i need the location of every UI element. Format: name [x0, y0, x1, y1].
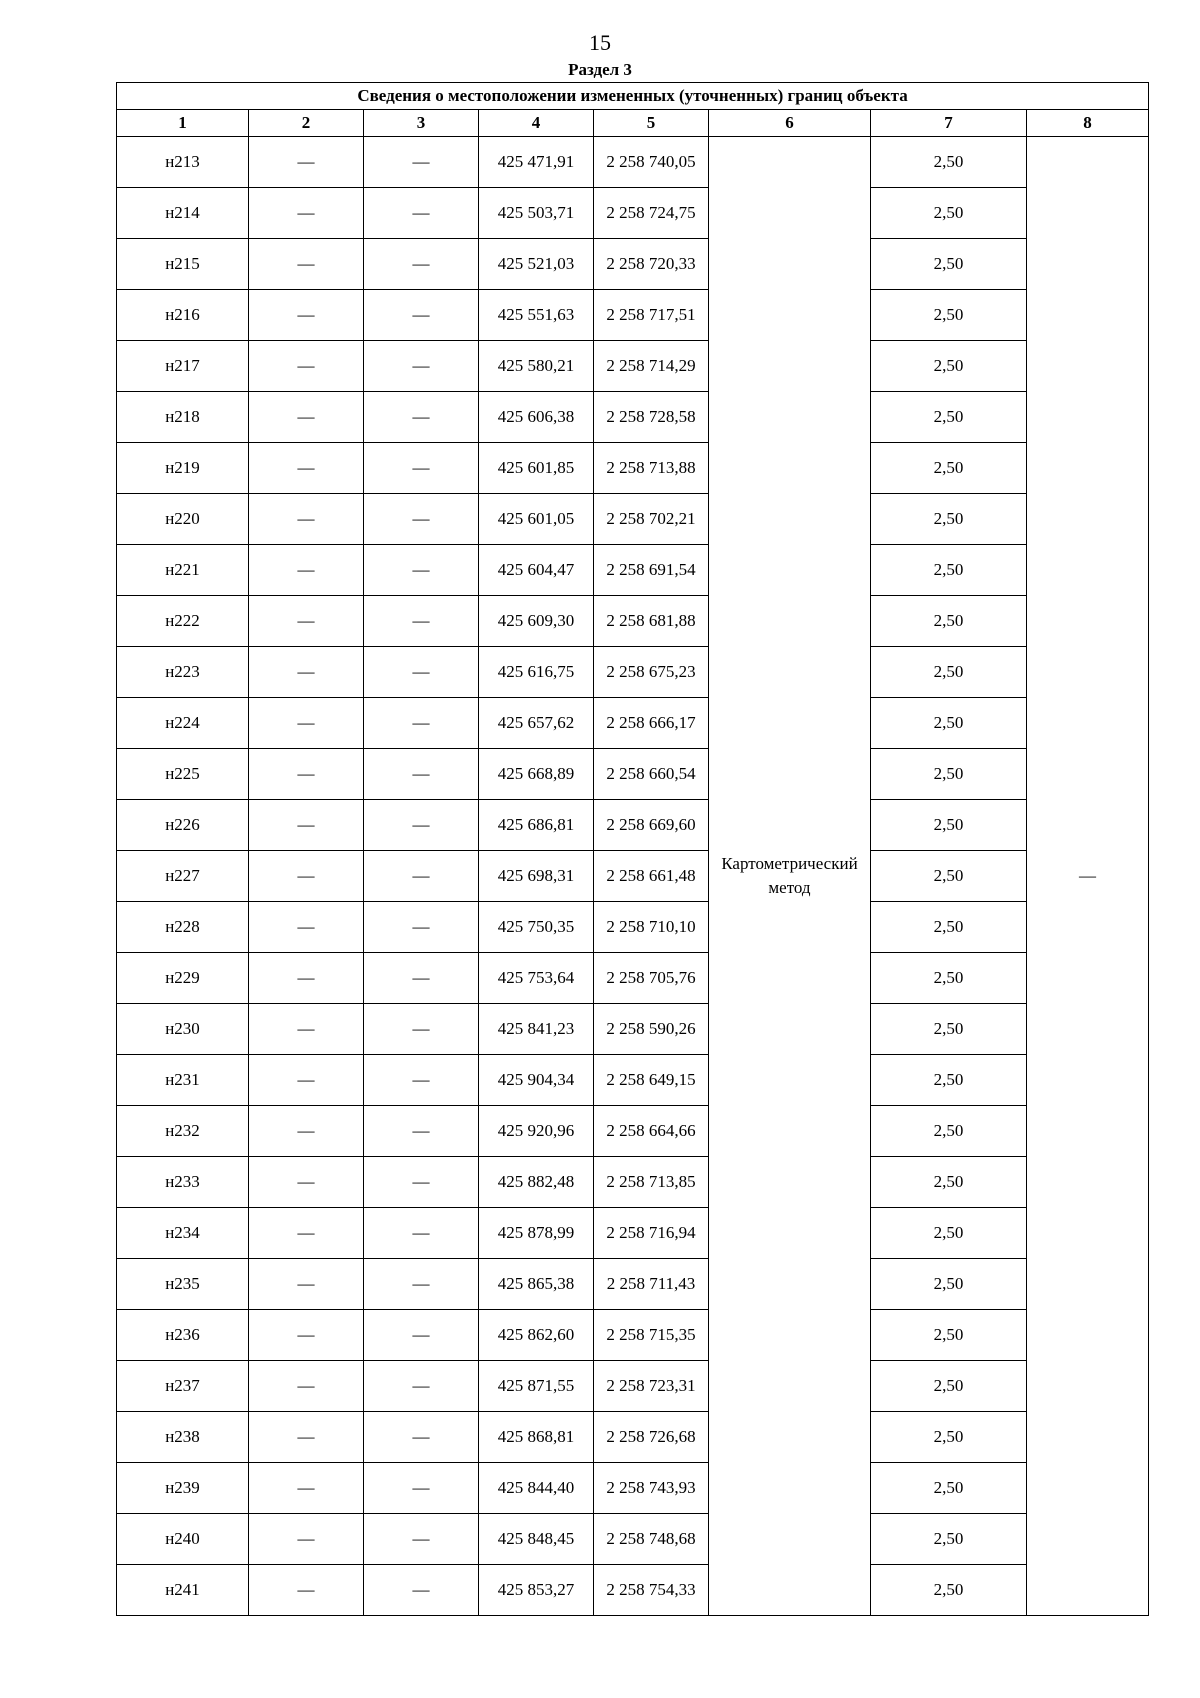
section-title: Раздел 3 — [568, 60, 632, 79]
point-name-cell: н235 — [117, 1259, 249, 1310]
point-name-cell: н217 — [117, 341, 249, 392]
table-row — [117, 1361, 1149, 1412]
column-3-cell: — — [364, 596, 479, 647]
table-row — [117, 749, 1149, 800]
column-number: 6 — [709, 110, 871, 137]
column-2-cell: — — [249, 341, 364, 392]
table-row — [117, 545, 1149, 596]
x-coordinate-cell: 425 551,63 — [479, 290, 594, 341]
point-name-cell: н216 — [117, 290, 249, 341]
x-coordinate-cell: 425 868,81 — [479, 1412, 594, 1463]
column-2-cell: — — [249, 749, 364, 800]
column-2-cell: — — [249, 1208, 364, 1259]
column-3-cell: — — [364, 1055, 479, 1106]
accuracy-cell: 2,50 — [871, 851, 1027, 902]
boundary-table — [116, 82, 1149, 1616]
accuracy-cell: 2,50 — [871, 902, 1027, 953]
column-2-cell: — — [249, 1106, 364, 1157]
x-coordinate-cell: 425 848,45 — [479, 1514, 594, 1565]
x-coordinate-cell: 425 865,38 — [479, 1259, 594, 1310]
column-number: 3 — [364, 110, 479, 137]
y-coordinate-cell: 2 258 590,26 — [594, 1004, 709, 1055]
table-row — [117, 851, 1149, 902]
table-row — [117, 1463, 1149, 1514]
x-coordinate-cell: 425 844,40 — [479, 1463, 594, 1514]
y-coordinate-cell: 2 258 691,54 — [594, 545, 709, 596]
column-3-cell: — — [364, 1463, 479, 1514]
table-title: Сведения о местоположении измененных (уточненных) границ объекта — [117, 83, 1149, 110]
point-name-cell: н213 — [117, 137, 249, 188]
point-name-cell: н214 — [117, 188, 249, 239]
x-coordinate-cell: 425 753,64 — [479, 953, 594, 1004]
column-2-cell: — — [249, 851, 364, 902]
accuracy-cell: 2,50 — [871, 188, 1027, 239]
column-3-cell: — — [364, 290, 479, 341]
table-row — [117, 1106, 1149, 1157]
column-2-cell: — — [249, 392, 364, 443]
point-name-cell: н229 — [117, 953, 249, 1004]
accuracy-cell: 2,50 — [871, 953, 1027, 1004]
point-name-cell: н236 — [117, 1310, 249, 1361]
y-coordinate-cell: 2 258 711,43 — [594, 1259, 709, 1310]
column-3-cell: — — [364, 137, 479, 188]
table-body — [117, 137, 1149, 1616]
y-coordinate-cell: 2 258 713,88 — [594, 443, 709, 494]
column-2-cell: — — [249, 443, 364, 494]
column-2-cell: — — [249, 953, 364, 1004]
column-2-cell: — — [249, 239, 364, 290]
column-number: 8 — [1027, 110, 1149, 137]
column-3-cell: — — [364, 1259, 479, 1310]
accuracy-cell: 2,50 — [871, 239, 1027, 290]
table-row — [117, 1514, 1149, 1565]
column-3-cell: — — [364, 1412, 479, 1463]
y-coordinate-cell: 2 258 743,93 — [594, 1463, 709, 1514]
accuracy-cell: 2,50 — [871, 1463, 1027, 1514]
column-2-cell: — — [249, 1361, 364, 1412]
column-3-cell: — — [364, 494, 479, 545]
table-row — [117, 1259, 1149, 1310]
x-coordinate-cell: 425 841,23 — [479, 1004, 594, 1055]
point-name-cell: н240 — [117, 1514, 249, 1565]
x-coordinate-cell: 425 601,05 — [479, 494, 594, 545]
column-3-cell: — — [364, 239, 479, 290]
x-coordinate-cell: 425 920,96 — [479, 1106, 594, 1157]
point-name-cell: н237 — [117, 1361, 249, 1412]
column-2-cell: — — [249, 1157, 364, 1208]
x-coordinate-cell: 425 750,35 — [479, 902, 594, 953]
accuracy-cell: 2,50 — [871, 800, 1027, 851]
y-coordinate-cell: 2 258 702,21 — [594, 494, 709, 545]
point-name-cell: н232 — [117, 1106, 249, 1157]
table-row — [117, 1565, 1149, 1616]
point-name-cell: н225 — [117, 749, 249, 800]
x-coordinate-cell: 425 686,81 — [479, 800, 594, 851]
y-coordinate-cell: 2 258 705,76 — [594, 953, 709, 1004]
column-3-cell: — — [364, 1310, 479, 1361]
x-coordinate-cell: 425 606,38 — [479, 392, 594, 443]
column-3-cell: — — [364, 1004, 479, 1055]
x-coordinate-cell: 425 604,47 — [479, 545, 594, 596]
y-coordinate-cell: 2 258 726,68 — [594, 1412, 709, 1463]
point-name-cell: н234 — [117, 1208, 249, 1259]
table-row — [117, 188, 1149, 239]
x-coordinate-cell: 425 471,91 — [479, 137, 594, 188]
x-coordinate-cell: 425 609,30 — [479, 596, 594, 647]
x-coordinate-cell: 425 871,55 — [479, 1361, 594, 1412]
column-2-cell: — — [249, 647, 364, 698]
accuracy-cell: 2,50 — [871, 392, 1027, 443]
accuracy-cell: 2,50 — [871, 341, 1027, 392]
column-2-cell: — — [249, 1463, 364, 1514]
table-row — [117, 1310, 1149, 1361]
table-row — [117, 953, 1149, 1004]
point-name-cell: н228 — [117, 902, 249, 953]
point-name-cell: н224 — [117, 698, 249, 749]
column-3-cell: — — [364, 188, 479, 239]
column-2-cell: — — [249, 1259, 364, 1310]
accuracy-cell: 2,50 — [871, 443, 1027, 494]
y-coordinate-cell: 2 258 675,23 — [594, 647, 709, 698]
y-coordinate-cell: 2 258 669,60 — [594, 800, 709, 851]
y-coordinate-cell: 2 258 714,29 — [594, 341, 709, 392]
point-name-cell: н231 — [117, 1055, 249, 1106]
point-name-cell: н221 — [117, 545, 249, 596]
table-row — [117, 239, 1149, 290]
accuracy-cell: 2,50 — [871, 1106, 1027, 1157]
column-3-cell: — — [364, 1361, 479, 1412]
x-coordinate-cell: 425 668,89 — [479, 749, 594, 800]
x-coordinate-cell: 425 616,75 — [479, 647, 594, 698]
point-name-cell: н227 — [117, 851, 249, 902]
x-coordinate-cell: 425 904,34 — [479, 1055, 594, 1106]
point-name-cell: н222 — [117, 596, 249, 647]
column-3-cell: — — [364, 341, 479, 392]
accuracy-cell: 2,50 — [871, 1157, 1027, 1208]
column-3-cell: — — [364, 902, 479, 953]
point-name-cell: н230 — [117, 1004, 249, 1055]
column-2-cell: — — [249, 137, 364, 188]
column-number-row — [117, 110, 1149, 137]
accuracy-cell: 2,50 — [871, 1259, 1027, 1310]
accuracy-cell: 2,50 — [871, 290, 1027, 341]
column-3-cell: — — [364, 647, 479, 698]
x-coordinate-cell: 425 853,27 — [479, 1565, 594, 1616]
accuracy-cell: 2,50 — [871, 1055, 1027, 1106]
x-coordinate-cell: 425 521,03 — [479, 239, 594, 290]
y-coordinate-cell: 2 258 748,68 — [594, 1514, 709, 1565]
column-2-cell: — — [249, 1412, 364, 1463]
accuracy-cell: 2,50 — [871, 137, 1027, 188]
column-3-cell: — — [364, 545, 479, 596]
table-row — [117, 1055, 1149, 1106]
column-3-cell: — — [364, 1208, 479, 1259]
column-2-cell: — — [249, 902, 364, 953]
column-3-cell: — — [364, 1514, 479, 1565]
column-3-cell: — — [364, 1106, 479, 1157]
x-coordinate-cell: 425 878,99 — [479, 1208, 594, 1259]
y-coordinate-cell: 2 258 715,35 — [594, 1310, 709, 1361]
column-2-cell: — — [249, 494, 364, 545]
y-coordinate-cell: 2 258 661,48 — [594, 851, 709, 902]
accuracy-cell: 2,50 — [871, 1412, 1027, 1463]
table-row — [117, 1208, 1149, 1259]
column-number: 7 — [871, 110, 1027, 137]
accuracy-cell: 2,50 — [871, 1004, 1027, 1055]
table-row — [117, 494, 1149, 545]
accuracy-cell: 2,50 — [871, 1514, 1027, 1565]
point-name-cell: н215 — [117, 239, 249, 290]
y-coordinate-cell: 2 258 724,75 — [594, 188, 709, 239]
column-2-cell: — — [249, 545, 364, 596]
column-2-cell: — — [249, 596, 364, 647]
point-name-cell: н220 — [117, 494, 249, 545]
column-number: 2 — [249, 110, 364, 137]
x-coordinate-cell: 425 503,71 — [479, 188, 594, 239]
y-coordinate-cell: 2 258 728,58 — [594, 392, 709, 443]
table-row — [117, 1004, 1149, 1055]
y-coordinate-cell: 2 258 660,54 — [594, 749, 709, 800]
page-number: 15 — [589, 30, 611, 55]
table-row — [117, 596, 1149, 647]
accuracy-cell: 2,50 — [871, 1310, 1027, 1361]
y-coordinate-cell: 2 258 740,05 — [594, 137, 709, 188]
method-cell: Картометрический метод — [709, 137, 871, 1616]
column-3-cell: — — [364, 800, 479, 851]
point-name-cell: н233 — [117, 1157, 249, 1208]
table-row — [117, 1157, 1149, 1208]
point-name-cell: н239 — [117, 1463, 249, 1514]
point-name-cell: н226 — [117, 800, 249, 851]
accuracy-cell: 2,50 — [871, 494, 1027, 545]
x-coordinate-cell: 425 580,21 — [479, 341, 594, 392]
column-3-cell: — — [364, 443, 479, 494]
accuracy-cell: 2,50 — [871, 647, 1027, 698]
point-name-cell: н218 — [117, 392, 249, 443]
table-row — [117, 290, 1149, 341]
column-2-cell: — — [249, 290, 364, 341]
column-2-cell: — — [249, 800, 364, 851]
accuracy-cell: 2,50 — [871, 545, 1027, 596]
accuracy-cell: 2,50 — [871, 698, 1027, 749]
accuracy-cell: 2,50 — [871, 1208, 1027, 1259]
x-coordinate-cell: 425 698,31 — [479, 851, 594, 902]
y-coordinate-cell: 2 258 664,66 — [594, 1106, 709, 1157]
point-name-cell: н238 — [117, 1412, 249, 1463]
column-number: 1 — [117, 110, 249, 137]
table-row — [117, 647, 1149, 698]
accuracy-cell: 2,50 — [871, 1361, 1027, 1412]
y-coordinate-cell: 2 258 681,88 — [594, 596, 709, 647]
column-2-cell: — — [249, 1004, 364, 1055]
column-2-cell: — — [249, 1565, 364, 1616]
column-3-cell: — — [364, 749, 479, 800]
y-coordinate-cell: 2 258 666,17 — [594, 698, 709, 749]
column-2-cell: — — [249, 698, 364, 749]
accuracy-cell: 2,50 — [871, 1565, 1027, 1616]
column-3-cell: — — [364, 1157, 479, 1208]
y-coordinate-cell: 2 258 710,10 — [594, 902, 709, 953]
column-3-cell: — — [364, 698, 479, 749]
column-3-cell: — — [364, 953, 479, 1004]
column-2-cell: — — [249, 188, 364, 239]
y-coordinate-cell: 2 258 649,15 — [594, 1055, 709, 1106]
table-row — [117, 1412, 1149, 1463]
column-2-cell: — — [249, 1514, 364, 1565]
column-2-cell: — — [249, 1055, 364, 1106]
point-name-cell: н241 — [117, 1565, 249, 1616]
column-number: 5 — [594, 110, 709, 137]
column-3-cell: — — [364, 851, 479, 902]
point-name-cell: н219 — [117, 443, 249, 494]
y-coordinate-cell: 2 258 717,51 — [594, 290, 709, 341]
table-row — [117, 392, 1149, 443]
y-coordinate-cell: 2 258 716,94 — [594, 1208, 709, 1259]
column-8-cell: — — [1027, 137, 1149, 1616]
y-coordinate-cell: 2 258 720,33 — [594, 239, 709, 290]
column-2-cell: — — [249, 1310, 364, 1361]
x-coordinate-cell: 425 601,85 — [479, 443, 594, 494]
column-number: 4 — [479, 110, 594, 137]
y-coordinate-cell: 2 258 723,31 — [594, 1361, 709, 1412]
column-3-cell: — — [364, 392, 479, 443]
y-coordinate-cell: 2 258 754,33 — [594, 1565, 709, 1616]
accuracy-cell: 2,50 — [871, 749, 1027, 800]
y-coordinate-cell: 2 258 713,85 — [594, 1157, 709, 1208]
point-name-cell: н223 — [117, 647, 249, 698]
column-3-cell: — — [364, 1565, 479, 1616]
accuracy-cell: 2,50 — [871, 596, 1027, 647]
table-row — [117, 443, 1149, 494]
table-row — [117, 902, 1149, 953]
x-coordinate-cell: 425 862,60 — [479, 1310, 594, 1361]
x-coordinate-cell: 425 657,62 — [479, 698, 594, 749]
table-row — [117, 698, 1149, 749]
table-row — [117, 137, 1149, 188]
table-row — [117, 800, 1149, 851]
x-coordinate-cell: 425 882,48 — [479, 1157, 594, 1208]
table-row — [117, 341, 1149, 392]
